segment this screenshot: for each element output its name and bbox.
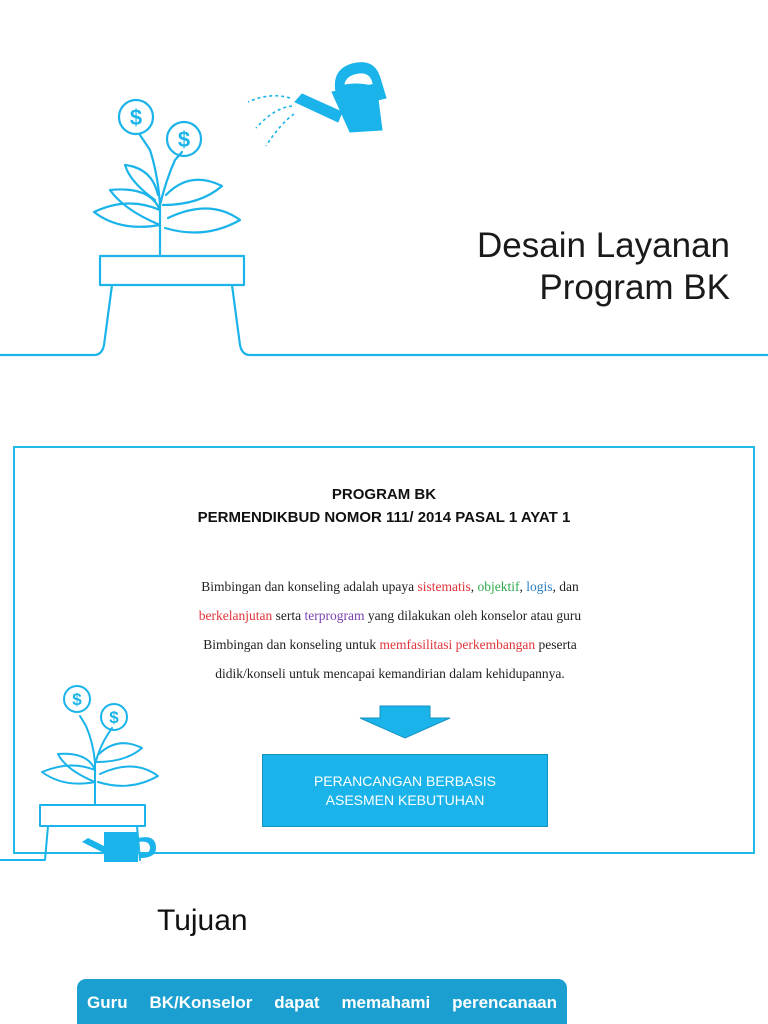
keyword-berkelanjutan: berkelanjutan xyxy=(198,608,273,623)
text-segment: serta xyxy=(272,608,305,623)
keyword-memfasilitasi: memfasilitasi perkembangan xyxy=(379,637,536,652)
svg-text:$: $ xyxy=(72,690,82,709)
tujuan-title: Tujuan xyxy=(157,904,248,937)
box-line-2: ASESMEN KEBUTUHAN xyxy=(325,791,485,808)
title-line-2: Program BK xyxy=(539,268,730,307)
text-segment: , xyxy=(519,579,527,594)
text-segment: Bimbingan dan konseling untuk xyxy=(203,637,380,652)
title-line-1: Desain Layanan xyxy=(477,226,730,265)
slide-program-bk xyxy=(0,432,768,868)
arrow-down-icon xyxy=(358,704,452,740)
small-money-plant-icon xyxy=(0,642,170,862)
slide-title xyxy=(0,0,768,432)
text-segment: , dan xyxy=(552,579,579,594)
goal-box xyxy=(77,979,567,1024)
program-heading: PROGRAM BK xyxy=(331,486,437,503)
text-segment: Bimbingan dan konseling adalah upaya xyxy=(201,579,418,594)
definition-paragraph xyxy=(150,572,630,688)
assessment-box xyxy=(262,754,548,827)
watering-can-icon xyxy=(240,50,400,160)
keyword-sistematis: sistematis xyxy=(417,579,471,594)
svg-text:$: $ xyxy=(129,105,143,130)
keyword-terprogram: terprogram xyxy=(304,608,365,623)
goal-text: Guru BK/Konselor dapat memahami perencanaan xyxy=(87,993,557,1012)
slide-tujuan xyxy=(0,868,768,1024)
keyword-logis: logis xyxy=(526,579,553,594)
text-segment: peserta xyxy=(535,637,577,652)
box-line-1: PERANCANGAN BERBASIS xyxy=(313,772,497,789)
text-segment: didik/konseli untuk mencapai kemandirian dalam kehidupannya. xyxy=(215,666,565,681)
text-segment: yang dilakukan oleh konselor atau guru xyxy=(364,608,582,623)
svg-text:$: $ xyxy=(109,708,119,727)
regulation-heading: PERMENDIKBUD NOMOR 111/ 2014 PASAL 1 AYAT 1 xyxy=(197,509,571,526)
keyword-objektif: objektif xyxy=(477,579,520,594)
text-segment: , xyxy=(470,579,478,594)
svg-text:$: $ xyxy=(177,127,191,152)
slide-title-text xyxy=(477,225,730,309)
